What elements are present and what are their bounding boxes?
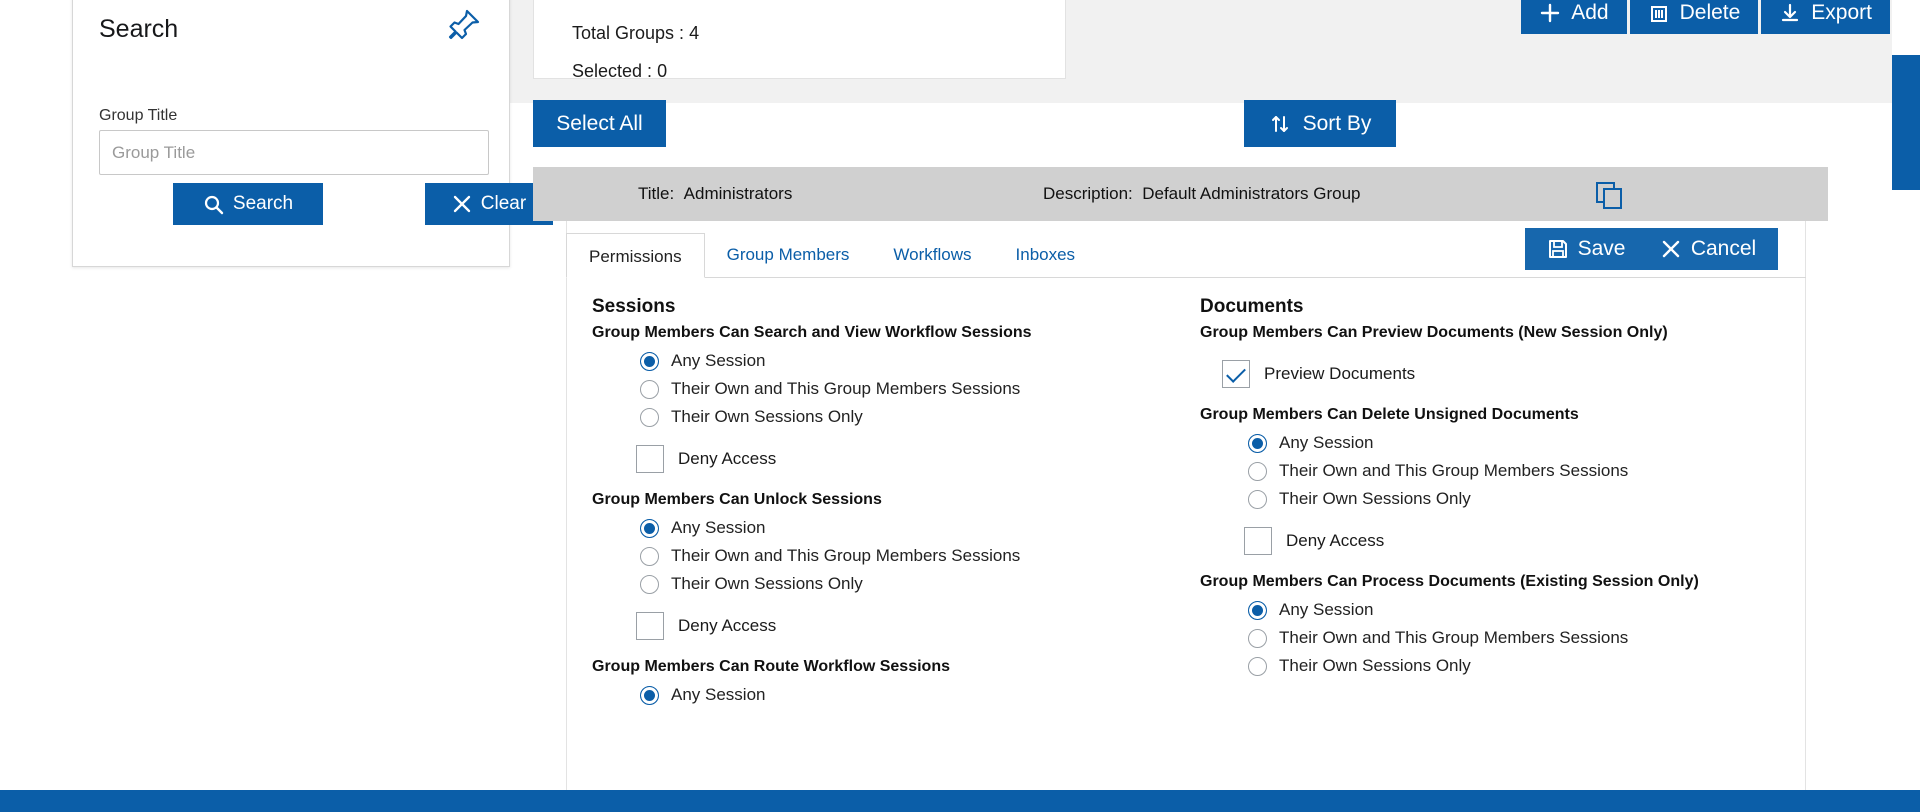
documents-group-1-option-1[interactable] <box>1200 628 1820 648</box>
radio-icon[interactable] <box>640 408 659 427</box>
tab-permissions[interactable]: Permissions <box>566 233 705 278</box>
group-title-label: Group Title <box>99 107 178 124</box>
record-description-value: Default Administrators Group <box>1142 184 1361 203</box>
add-button-label: Add <box>1571 1 1609 24</box>
close-icon <box>1660 238 1682 260</box>
option-label: Their Own Sessions Only <box>671 574 863 593</box>
radio-icon[interactable] <box>1248 657 1267 676</box>
sort-by-label: Sort By <box>1302 111 1372 135</box>
option-label: Any Session <box>1279 433 1374 452</box>
tab-workflows[interactable]: Workflows <box>893 245 972 264</box>
preview-documents-label: Preview Documents <box>1264 364 1416 383</box>
documents-group-1-option-0[interactable] <box>1200 600 1820 620</box>
sessions-group-1-option-0[interactable] <box>592 518 1192 538</box>
sessions-column <box>592 296 1192 713</box>
record-title-value: Administrators <box>683 184 793 203</box>
documents-group-1-option-2[interactable] <box>1200 656 1820 676</box>
sessions-group-1-option-2[interactable] <box>592 574 1192 594</box>
documents-group-1-heading: Group Members Can Process Documents (Existing Session Only) <box>1200 573 1699 590</box>
option-label: Their Own Sessions Only <box>1279 656 1471 675</box>
sessions-group-1-heading: Group Members Can Unlock Sessions <box>592 491 882 508</box>
cancel-button-label: Cancel <box>1690 237 1757 260</box>
selected-value: 0 <box>657 61 668 81</box>
documents-heading: Documents <box>1200 296 1304 317</box>
sessions-group-0-option-0[interactable] <box>592 351 1192 371</box>
left-gutter <box>0 0 72 790</box>
vertical-scrollbar[interactable] <box>1892 0 1920 790</box>
option-label: Their Own and This Group Members Sessions <box>1279 461 1629 480</box>
search-panel-title: Search <box>99 15 179 43</box>
delete-button-label: Delete <box>1679 1 1741 24</box>
cancel-button[interactable] <box>1638 228 1778 270</box>
record-title <box>638 184 792 204</box>
checkbox-icon[interactable] <box>1222 360 1250 388</box>
bottom-status-bar-cap <box>1892 790 1920 812</box>
deny-access-label: Deny Access <box>1286 531 1385 550</box>
select-all-button[interactable] <box>533 100 666 147</box>
option-label: Their Own Sessions Only <box>671 407 863 426</box>
checkbox-icon[interactable] <box>636 612 664 640</box>
documents-group-0-option-2[interactable] <box>1200 489 1820 509</box>
documents-column <box>1200 296 1820 684</box>
radio-icon[interactable] <box>640 547 659 566</box>
documents-group-0-heading: Group Members Can Delete Unsigned Documents <box>1200 406 1579 423</box>
sessions-group-2-option-0[interactable] <box>592 685 1192 705</box>
clear-button-label: Clear <box>480 193 527 214</box>
sessions-group-2-heading: Group Members Can Route Workflow Sessions <box>592 658 950 675</box>
option-label: Their Own and This Group Members Sessions <box>671 546 1021 565</box>
deny-access-label: Deny Access <box>678 616 777 635</box>
radio-icon[interactable] <box>640 686 659 705</box>
radio-icon[interactable] <box>1248 601 1267 620</box>
option-label: Any Session <box>671 685 766 704</box>
option-label: Their Own and This Group Members Sessions <box>1279 628 1629 647</box>
radio-icon[interactable] <box>640 519 659 538</box>
option-label: Their Own and This Group Members Sessions <box>671 379 1021 398</box>
documents-group-0-option-0[interactable] <box>1200 433 1820 453</box>
total-groups-value: 4 <box>689 23 700 43</box>
save-button-label: Save <box>1577 237 1626 260</box>
sessions-group-0-option-2[interactable] <box>592 407 1192 427</box>
bottom-status-bar <box>0 790 1920 812</box>
radio-icon[interactable] <box>640 380 659 399</box>
sessions-heading: Sessions <box>592 296 676 317</box>
add-button[interactable] <box>1521 0 1626 34</box>
record-description <box>1043 184 1360 204</box>
deny-access-label: Deny Access <box>678 449 777 468</box>
selected-label: Selected : <box>572 61 653 81</box>
close-icon <box>452 194 472 214</box>
preview-documents-row[interactable] <box>1200 360 1820 388</box>
option-label: Any Session <box>671 518 766 537</box>
tab-inboxes[interactable]: Inboxes <box>1015 245 1076 264</box>
top-action-bar <box>1521 0 1890 34</box>
record-title-label: Title: <box>638 184 675 203</box>
scrollbar-thumb[interactable] <box>1892 55 1920 190</box>
save-icon <box>1547 238 1569 260</box>
sort-icon <box>1269 113 1291 135</box>
total-groups-label: Total Groups : <box>572 23 685 43</box>
total-groups-row <box>572 23 699 44</box>
select-all-label: Select All <box>556 111 643 135</box>
checkbox-icon[interactable] <box>1244 527 1272 555</box>
record-description-label: Description: <box>1043 184 1133 203</box>
search-icon <box>203 194 224 215</box>
radio-icon[interactable] <box>1248 629 1267 648</box>
option-label: Their Own Sessions Only <box>1279 489 1471 508</box>
sessions-group-0-heading: Group Members Can Search and View Workflow Sessions <box>592 324 1032 341</box>
option-label: Any Session <box>671 351 766 370</box>
pin-icon[interactable] <box>447 8 481 42</box>
trash-icon <box>1648 2 1670 24</box>
save-button[interactable] <box>1525 228 1647 270</box>
radio-icon[interactable] <box>1248 462 1267 481</box>
documents-group-0-deny[interactable] <box>1200 527 1820 555</box>
tab-group-members[interactable]: Group Members <box>726 245 850 264</box>
sessions-group-1-option-1[interactable] <box>592 546 1192 566</box>
search-button[interactable] <box>173 183 323 225</box>
export-button-label: Export <box>1811 1 1872 24</box>
checkbox-icon[interactable] <box>636 445 664 473</box>
sessions-group-1-deny[interactable] <box>592 612 1192 640</box>
copy-icon[interactable] <box>1593 179 1625 211</box>
group-title-input[interactable] <box>99 130 489 175</box>
documents-preview-heading: Group Members Can Preview Documents (New Session Only) <box>1200 324 1668 341</box>
radio-icon[interactable] <box>640 352 659 371</box>
record-header-bar[interactable] <box>533 167 1828 221</box>
selected-row <box>572 61 667 82</box>
sessions-group-0-deny[interactable] <box>592 445 1192 473</box>
delete-button[interactable] <box>1630 0 1759 34</box>
radio-icon[interactable] <box>640 575 659 594</box>
summary-card <box>533 0 1066 79</box>
option-label: Any Session <box>1279 600 1374 619</box>
sort-by-button[interactable] <box>1244 100 1396 147</box>
radio-icon[interactable] <box>1248 490 1267 509</box>
search-button-label: Search <box>232 193 294 214</box>
export-button[interactable] <box>1761 0 1890 34</box>
search-panel <box>72 0 527 267</box>
radio-icon[interactable] <box>1248 434 1267 453</box>
plus-icon <box>1539 2 1561 24</box>
sessions-group-0-option-1[interactable] <box>592 379 1192 399</box>
documents-group-0-option-1[interactable] <box>1200 461 1820 481</box>
download-icon <box>1779 2 1801 24</box>
